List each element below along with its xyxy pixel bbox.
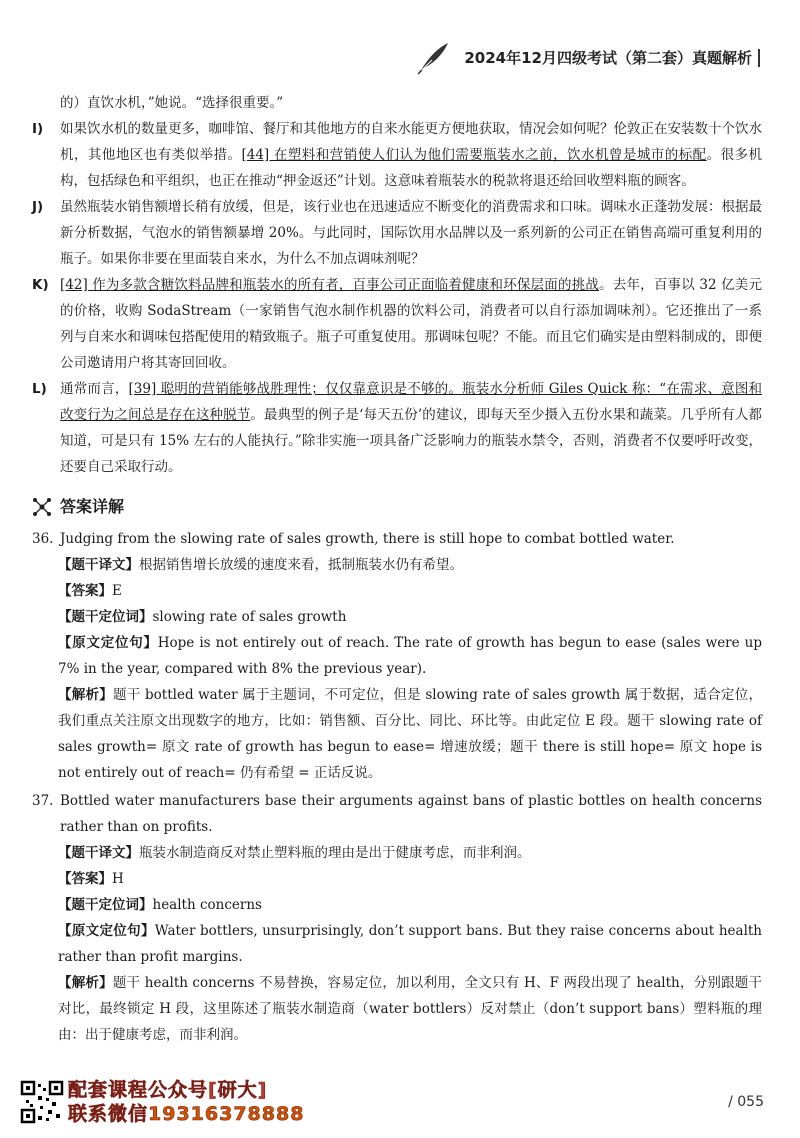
paragraph-k [32,272,762,376]
intro-line: 的）直饮水机，”她说。“选择很重要。” [60,95,284,111]
paragraph-label: J) [32,199,44,215]
question-stem: Bottled water manufacturers base their arguments against bans of plastic bottles on health concerns rather than on profits. [60,793,762,835]
paragraph-text: [42] 作为多款含糖饮料品牌和瓶装水的所有者，百事公司正面临着健康和环保层面的挑战。去年，百事以 32 亿美元的价格，收购 SodaStream（一家销售气泡水制作机器的饮料公司，消费者可以自行添加调味剂）。它还推出了一系列与自来水和调味包搭配使用的精致瓶子。瓶子可重复使用。那调味包呢？不能。而且它们确实是由塑料制成的，即便公司邀请用户将其寄回回收。 [60,277,762,371]
source-sentence: 【原文定位句】Hope is not entirely out of reach. The rate of growth has begun to ease (sales were up 7% in the year, compared with 8% the previous year). [58,635,763,677]
underlined-answer-sentence: [39] 聪明的营销能够战胜理性；仅仅靠意识是不够的。瓶装水分析师 Giles Quick 称：“在需求、意图和改变行为之间总是存在这种脱节 [60,381,763,423]
question-37 [32,788,762,1048]
question-36 [32,526,762,786]
paragraph-i [32,116,762,194]
page-content [32,90,762,1048]
underlined-answer-sentence: [42] 作为多款含糖饮料品牌和瓶装水的所有者，百事公司正面临着健康和环保层面的挑战 [60,277,600,293]
paragraph-text: 如果饮水机的数量更多，咖啡馆、餐厅和其他地方的自来水能更方便地获取，情况会如何呢？伦敦正在安装数十个饮水机，其他地区也有类似举措。[44] 在塑料和营销使人们认为他们需要瓶装水之前，饮水机曾是城市的标配。很多机构，包括绿色和平组织，也正在推动“押金返还”计划。这意味着瓶装水的税款将退还给回收塑料瓶的顾客。 [60,121,763,189]
promo-banner [68,1078,304,1126]
paragraph-label: I) [32,121,44,137]
paragraph-label: K) [32,277,49,293]
question-number: 36. [32,531,54,547]
page-number: / 055 [728,1094,764,1110]
stem-translation: 【题干译文】瓶装水制造商反对禁止塑料瓶的理由是出于健康考虑，而非利润。 [58,845,531,861]
page-header [414,40,760,76]
paragraph-label: L) [32,381,47,397]
locating-keyword: 【题干定位词】health concerns [58,897,262,913]
question-stem: Judging from the slowing rate of sales growth, there is still hope to combat bottled water. [60,531,675,547]
qr-code-icon[interactable] [20,1080,64,1124]
locating-keyword: 【题干定位词】slowing rate of sales growth [58,609,347,625]
paragraph-j [32,194,762,272]
stem-translation: 【题干译文】根据销售增长放缓的速度来看，抵制瓶装水仍有希望。 [58,557,463,573]
feather-pen-icon [414,40,454,76]
question-number: 37. [32,793,54,809]
promo-line-1: 配套课程公众号[研大] [68,1079,268,1101]
paragraph-l [32,376,762,480]
promo-line-2: 联系微信19316378888 [68,1103,305,1125]
answer: 【答案】E [58,583,122,599]
network-nodes-icon [32,497,52,517]
analysis: 【解析】题干 bottled water 属于主题词，不可定位，但是 slowing rate of sales growth 属于数据，适合定位，我们重点关注原文出现数字的地方，比如：销售额、百分比、同比、环比等。由此定位 E 段。题干 slowing rate of sales growth= 原文 rate of growth has begun to ease= 增速放缓；题干 there is still hope= 原文 hope is not entirely out of reach= 仍有希望 = 正话反说。 [58,687,762,781]
answer: 【答案】H [58,871,124,887]
paragraph-text: 通常而言，[39] 聪明的营销能够战胜理性；仅仅靠意识是不够的。瓶装水分析师 Giles Quick 称：“在需求、意图和改变行为之间总是存在这种脱节。最典型的例子是‘每天五份’的建议，即每天至少摄入五份水果和蔬菜。几乎所有人都知道，可是只有 15% 左右的人能执行。”除非实施一项具备广泛影响力的瓶装水禁令，否则，消费者不仅要呼吁改变，还要自己采取行动。 [60,381,763,475]
underlined-answer-sentence: [44] 在塑料和营销使人们认为他们需要瓶装水之前，饮水机曾是城市的标配 [241,147,707,163]
header-title: 2024年12月四级考试（第二套）真题解析 [464,49,760,67]
section-title: 答案详解 [60,497,125,516]
source-sentence: 【原文定位句】Water bottlers, unsurprisingly, don’t support bans. But they raise concerns about health rather than profit margins. [58,923,763,965]
paragraph-text: 虽然瓶装水销售额增长稍有放缓，但是，该行业也在迅速适应不断变化的消费需求和口味。调味水正蓬勃发展：根据最新分析数据，气泡水的销售额暴增 20%。与此同时，国际饮用水品牌以及一系列新的公司正在销售高端可重复利用的瓶子。如果你非要在里面装自来水，为什么不加点调味剂呢？ [60,199,762,267]
section-heading [32,494,762,520]
analysis: 【解析】题干 health concerns 不易替换，容易定位，加以利用，全文只有 H、F 两段出现了 health，分别跟题干对比，最终锁定 H 段，这里陈述了瓶装水制造商（water bottlers）反对禁止（don’t support bans）塑料瓶的理由：出于健康考虑，而非利润。 [58,975,762,1043]
